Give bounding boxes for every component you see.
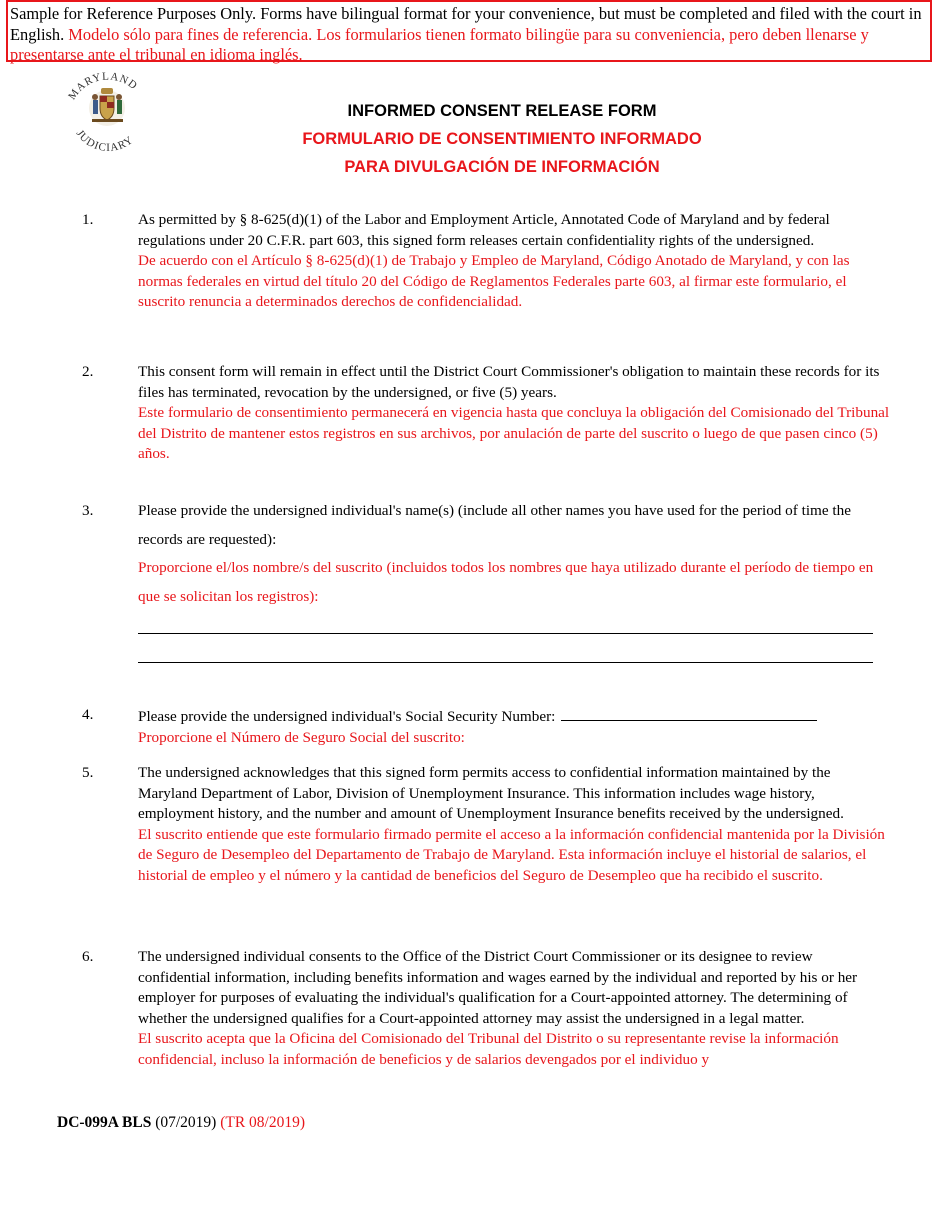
translation-date: (TR 08/2019): [220, 1114, 306, 1131]
clause-english: This consent form will remain in effect until the District Court Commissioner's obligation to maintain these records for its files has terminated, revocation by the undersigned, or five (5) years.: [138, 363, 880, 401]
notice-english: Sample for Reference Purposes Only. Forms have bilingual format for your convenience, but must be completed and filed with the court in English.: [10, 4, 922, 44]
clause-spanish: Proporcione el Número de Seguro Social del suscrito:: [138, 728, 465, 746]
clause-number: 4.: [82, 706, 94, 723]
clause-english: The undersigned acknowledges that this signed form permits access to confidential information maintained by the Maryland Department of Labor, Division of Unemployment Insurance. This information includes wage history, employment history, and the number and amount of Unemployment Insurance benefits received by the undersigned.: [138, 764, 844, 823]
seal-top-text: MARYLAND: [66, 70, 140, 103]
clause-spanish: De acuerdo con el Artículo § 8-625(d)(1) de Trabajo y Empleo de Maryland, Código Anotado de Maryland, y con las normas federales en virtud del título 20 del Código de Reglamentos Federales parte 603, al firmar este formulario, el suscrito renuncia a determinados derechos de confidencialidad.: [138, 252, 850, 311]
form-footer: [57, 1114, 305, 1132]
form-title-spanish-line1: FORMULARIO DE CONSENTIMIENTO INFORMADO: [302, 130, 702, 148]
clause-spanish: Proporcione el/los nombre/s del suscrito (incluidos todos los nombres que haya utilizado durante el período de tiempo en que se solicitan los registros):: [138, 559, 874, 605]
name-input-line-2[interactable]: [138, 662, 873, 663]
clause-spanish: El suscrito entiende que este formulario firmado permite el acceso a la información confidencial mantenida por la División de Seguro de Desempleo del Departamento de Trabajo de Maryland. Esta información incluye el historial de salarios, el historial de empleo y el número y la cantidad de beneficios del Seguro de Desempleo que ha recibido el suscrito.: [138, 825, 885, 884]
clause-number: 2.: [82, 363, 94, 380]
notice-spanish: Modelo sólo para fines de referencia. Los formularios tienen formato bilingüe para su conveniencia, pero deben llenarse y presentarse ante el tribunal en idioma inglés.: [10, 24, 869, 64]
ssn-input-line[interactable]: [561, 705, 817, 721]
clause-spanish: Este formulario de consentimiento permanecerá en vigencia hasta que concluya la obligación del Comisionado del Tribunal del Distrito de mantener estos registros en sus archivos, por anulación de parte del suscrito o luego de que pasen cinco (5) años.: [138, 404, 890, 463]
form-title-spanish-line2: PARA DIVULGACIÓN DE INFORMACIÓN: [344, 158, 660, 176]
form-id: DC-099A BLS: [57, 1114, 152, 1131]
clause-english: As permitted by § 8-625(d)(1) of the Labor and Employment Article, Annotated Code of Maryland and by federal regulations under 20 C.F.R. part 603, this signed form releases certain confidentiality rights of the undersigned.: [138, 211, 830, 249]
clause-number: 3.: [82, 502, 94, 519]
reference-notice: [6, 0, 932, 62]
clause-number: 6.: [82, 948, 94, 965]
seal-bottom-text: JUDICIARY: [73, 127, 136, 155]
form-date: (07/2019): [155, 1114, 217, 1131]
clause-number: 5.: [82, 764, 94, 781]
clause-english: Please provide the undersigned individual's Social Security Number:: [138, 708, 556, 725]
clause-english: Please provide the undersigned individual's name(s) (include all other names you have used for the period of time the records are requested):: [138, 502, 851, 548]
clause-number: 1.: [82, 211, 94, 228]
clause-spanish: El suscrito acepta que la Oficina del Comisionado del Tribunal del Distrito o su representante revise la información confidencial, incluso la información de beneficios y de salarios devengados por el individuo y: [138, 1030, 839, 1068]
clause-english: The undersigned individual consents to the Office of the District Court Commissioner or its designee to review confidential information, including benefits information and wages earned by the individual and reported by his or her employer for purposes of evaluating the individual's qualification for a Court-appointed attorney. The determining of whether the undersigned qualifies for a Court-appointed attorney may assist the undersigned in a legal matter.: [138, 948, 858, 1027]
form-title-english: INFORMED CONSENT RELEASE FORM: [347, 102, 657, 120]
name-input-line-1[interactable]: [138, 633, 873, 634]
